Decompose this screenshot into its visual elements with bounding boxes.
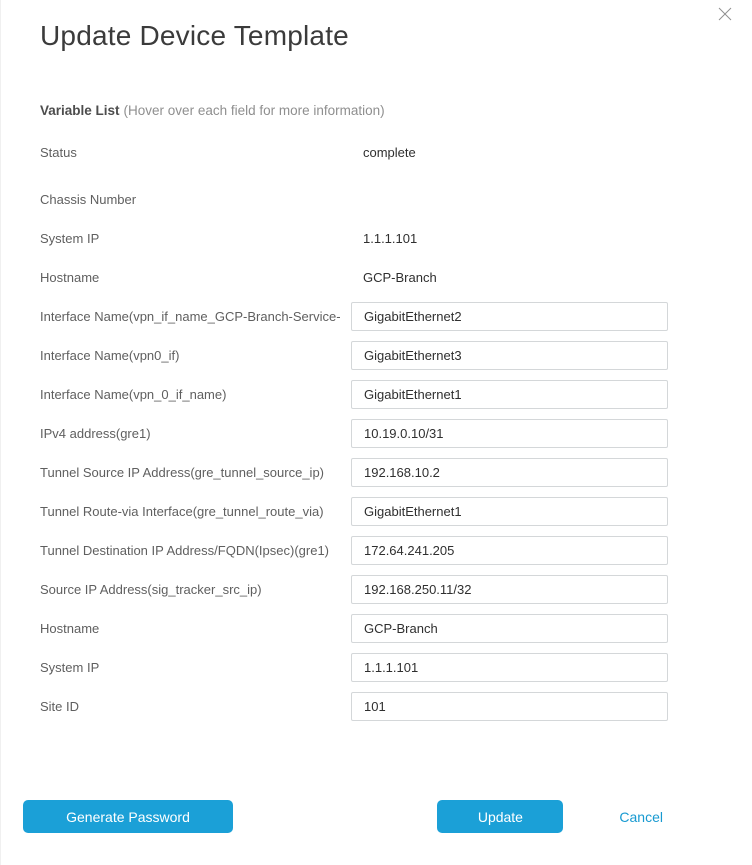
field-label: IPv4 address(gre1) — [40, 425, 151, 441]
field-label: Hostname — [40, 269, 100, 285]
field-label: Site ID — [40, 698, 80, 714]
tunnel-destination-ip-input[interactable] — [351, 536, 668, 565]
tunnel-source-ip-input[interactable] — [351, 458, 668, 487]
field-label: System IP — [40, 230, 100, 246]
footer-right-actions — [437, 800, 663, 833]
field-label: Source IP Address(sig_tracker_src_ip) — [40, 581, 262, 597]
page-title: Update Device Template — [40, 20, 349, 51]
variable-list — [40, 138, 668, 731]
interface-name-service-input[interactable] — [351, 302, 668, 331]
field-label: Interface Name(vpn0_if) — [40, 347, 180, 363]
interface-name-vpn-0-if-name-input[interactable] — [351, 380, 668, 409]
site-id-input[interactable] — [351, 692, 668, 721]
field-row-interface-name-vpn0-if — [40, 341, 668, 369]
field-label: Interface Name(vpn_if_name_GCP-Branch-Service- — [40, 308, 341, 324]
field-value: complete — [363, 144, 416, 160]
update-button[interactable]: Update — [437, 800, 563, 833]
field-label: Tunnel Source IP Address(gre_tunnel_source_ip) — [40, 464, 325, 480]
modal-footer — [1, 800, 752, 833]
field-value: 1.1.1.101 — [363, 230, 418, 246]
field-row-interface-name-service-vpn — [40, 302, 668, 330]
field-label: Interface Name(vpn_0_if_name) — [40, 386, 227, 402]
field-row-system-ip — [40, 224, 668, 252]
field-row-tunnel-destination-ip — [40, 536, 668, 564]
field-row-tunnel-source-ip — [40, 458, 668, 486]
hostname-input[interactable] — [351, 614, 668, 643]
cancel-link[interactable]: Cancel — [619, 808, 663, 825]
field-row-chassis-number — [40, 185, 668, 213]
field-value: GCP-Branch — [363, 269, 437, 285]
field-row-source-ip-tracker — [40, 575, 668, 603]
field-label: Tunnel Route-via Interface(gre_tunnel_route_via) — [40, 503, 324, 519]
variable-list-heading — [40, 103, 713, 118]
field-row-system-ip-editable — [40, 653, 668, 681]
variable-list-hint: (Hover over each field for more information) — [123, 103, 385, 118]
field-row-ipv4-address-gre1 — [40, 419, 668, 447]
field-row-interface-name-vpn-0-if-name — [40, 380, 668, 408]
ipv4-address-gre1-input[interactable] — [351, 419, 668, 448]
field-label: Tunnel Destination IP Address/FQDN(Ipsec)(gre1) — [40, 542, 330, 558]
interface-name-vpn0-if-input[interactable] — [351, 341, 668, 370]
field-row-site-id — [40, 692, 668, 720]
field-label: Chassis Number — [40, 191, 137, 207]
field-label: Status — [40, 144, 77, 160]
tunnel-route-via-input[interactable] — [351, 497, 668, 526]
field-row-hostname — [40, 263, 668, 291]
close-x-glyph — [717, 6, 733, 22]
source-ip-tracker-input[interactable] — [351, 575, 668, 604]
close-icon[interactable] — [717, 6, 733, 22]
system-ip-input[interactable] — [351, 653, 668, 682]
generate-password-button[interactable]: Generate Password — [23, 800, 233, 833]
field-row-status — [40, 138, 668, 166]
field-row-hostname-editable — [40, 614, 668, 642]
field-label: Hostname — [40, 620, 100, 636]
field-label: System IP — [40, 659, 100, 675]
field-row-tunnel-route-via — [40, 497, 668, 525]
variable-list-label: Variable List — [40, 103, 120, 118]
